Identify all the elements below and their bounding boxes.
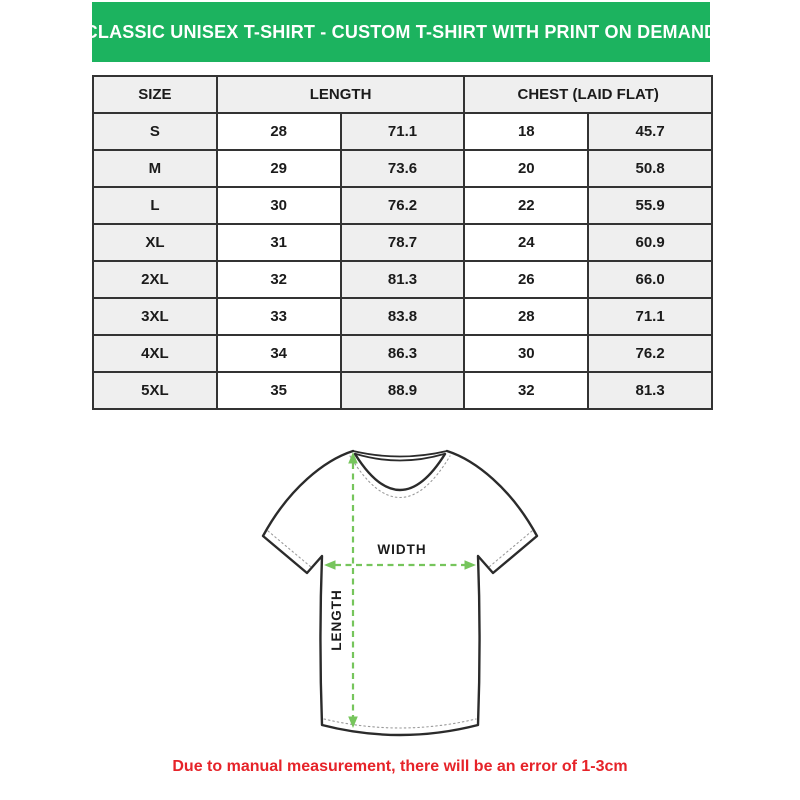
chest-cm-cell: 66.0 [588, 261, 712, 298]
length-in-cell: 29 [217, 150, 341, 187]
chest-cm-cell: 50.8 [588, 150, 712, 187]
length-in-cell: 35 [217, 372, 341, 409]
size-cell: 4XL [93, 335, 217, 372]
table-row [93, 224, 712, 261]
length-in-cell: 28 [217, 113, 341, 150]
table-row [93, 150, 712, 187]
chest-in-cell: 22 [464, 187, 588, 224]
chest-cm-cell: 55.9 [588, 187, 712, 224]
size-cell: XL [93, 224, 217, 261]
chest-cm-cell: 60.9 [588, 224, 712, 261]
length-cm-cell: 73.6 [341, 150, 465, 187]
size-cell: 2XL [93, 261, 217, 298]
chest-in-cell: 20 [464, 150, 588, 187]
size-cell: S [93, 113, 217, 150]
length-arrow [348, 452, 358, 728]
length-cm-cell: 86.3 [341, 335, 465, 372]
length-cm-cell: 81.3 [341, 261, 465, 298]
size-cell: L [93, 187, 217, 224]
chest-in-cell: 28 [464, 298, 588, 335]
length-label: LENGTH [329, 589, 344, 651]
length-cm-cell: 71.1 [341, 113, 465, 150]
length-in-cell: 30 [217, 187, 341, 224]
table-row [93, 261, 712, 298]
measurement-disclaimer: Due to manual measurement, there will be an error of 1-3cm [172, 758, 628, 775]
chest-in-cell: 24 [464, 224, 588, 261]
width-arrow [324, 560, 476, 570]
chest-in-cell: 32 [464, 372, 588, 409]
table-header-row [93, 76, 712, 113]
tshirt-measurement-diagram [245, 438, 555, 753]
length-in-cell: 32 [217, 261, 341, 298]
length-in-cell: 31 [217, 224, 341, 261]
tshirt-diagram-svg [245, 438, 555, 753]
size-cell: 5XL [93, 372, 217, 409]
chest-in-cell: 30 [464, 335, 588, 372]
chest-cm-cell: 76.2 [588, 335, 712, 372]
title-banner [84, 2, 718, 62]
size-cell: 3XL [93, 298, 217, 335]
chest-cm-cell: 81.3 [588, 372, 712, 409]
col-header-chest: CHEST (LAID FLAT) [464, 76, 712, 113]
tshirt-outline-icon [263, 451, 537, 735]
width-label: WIDTH [377, 542, 427, 557]
length-cm-cell: 78.7 [341, 224, 465, 261]
table-row [93, 113, 712, 150]
col-header-length: LENGTH [217, 76, 465, 113]
length-in-cell: 33 [217, 298, 341, 335]
size-cell: M [93, 150, 217, 187]
table-row [93, 335, 712, 372]
table-row [93, 372, 712, 409]
col-header-size: SIZE [93, 76, 217, 113]
length-cm-cell: 88.9 [341, 372, 465, 409]
table-row [93, 298, 712, 335]
page-title: CLASSIC UNISEX T-SHIRT - CUSTOM T-SHIRT WITH PRINT ON DEMAND [84, 21, 718, 42]
length-cm-cell: 76.2 [341, 187, 465, 224]
chest-cm-cell: 71.1 [588, 298, 712, 335]
table-row [93, 187, 712, 224]
chest-in-cell: 26 [464, 261, 588, 298]
chest-in-cell: 18 [464, 113, 588, 150]
size-table [92, 75, 713, 410]
length-in-cell: 34 [217, 335, 341, 372]
chest-cm-cell: 45.7 [588, 113, 712, 150]
length-cm-cell: 83.8 [341, 298, 465, 335]
